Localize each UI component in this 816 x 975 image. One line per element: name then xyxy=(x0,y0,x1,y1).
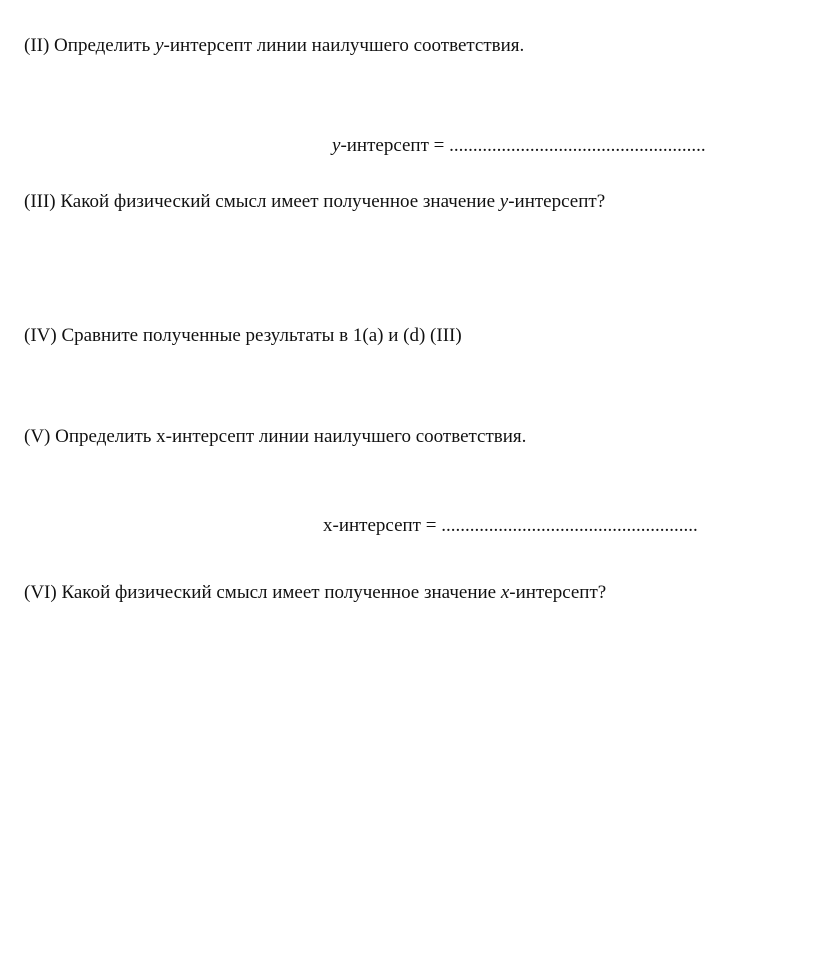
question-ii-suffix: -интерсепт линии наилучшего соответствия. xyxy=(163,35,525,56)
question-iv: (IV) Сравните полученные результаты в 1(a) и (d) (III) xyxy=(24,325,462,346)
question-iii xyxy=(24,190,605,214)
question-v: (V) Определить x-интерсепт линии наилучшего соответствия. xyxy=(24,426,527,447)
question-ii-prefix: (II) Определить xyxy=(24,35,156,56)
x-intercept-label: x-интерсепт = xyxy=(323,515,442,536)
question-vi-prefix: (VI) Какой физический смысл имеет полученное значение xyxy=(24,582,501,603)
question-vi xyxy=(24,581,606,605)
x-intercept-answer-line xyxy=(323,514,698,538)
question-ii xyxy=(24,34,524,58)
y-intercept-label: -интерсепт = xyxy=(340,135,450,156)
question-vi-suffix: -интерсепт? xyxy=(509,582,607,603)
question-iii-variable: y xyxy=(499,191,509,212)
y-intercept-variable: y xyxy=(332,135,341,156)
question-ii-variable: y xyxy=(155,35,164,56)
question-iii-suffix: -интерсепт? xyxy=(508,191,606,212)
question-iii-prefix: (III) Какой физический смысл имеет полученное значение xyxy=(24,191,500,212)
x-intercept-answer-blank[interactable]: ...................................................... xyxy=(441,515,698,536)
y-intercept-answer-line xyxy=(332,134,706,158)
question-vi-variable: x xyxy=(500,582,510,603)
y-intercept-answer-blank[interactable]: ...................................................... xyxy=(449,135,706,156)
